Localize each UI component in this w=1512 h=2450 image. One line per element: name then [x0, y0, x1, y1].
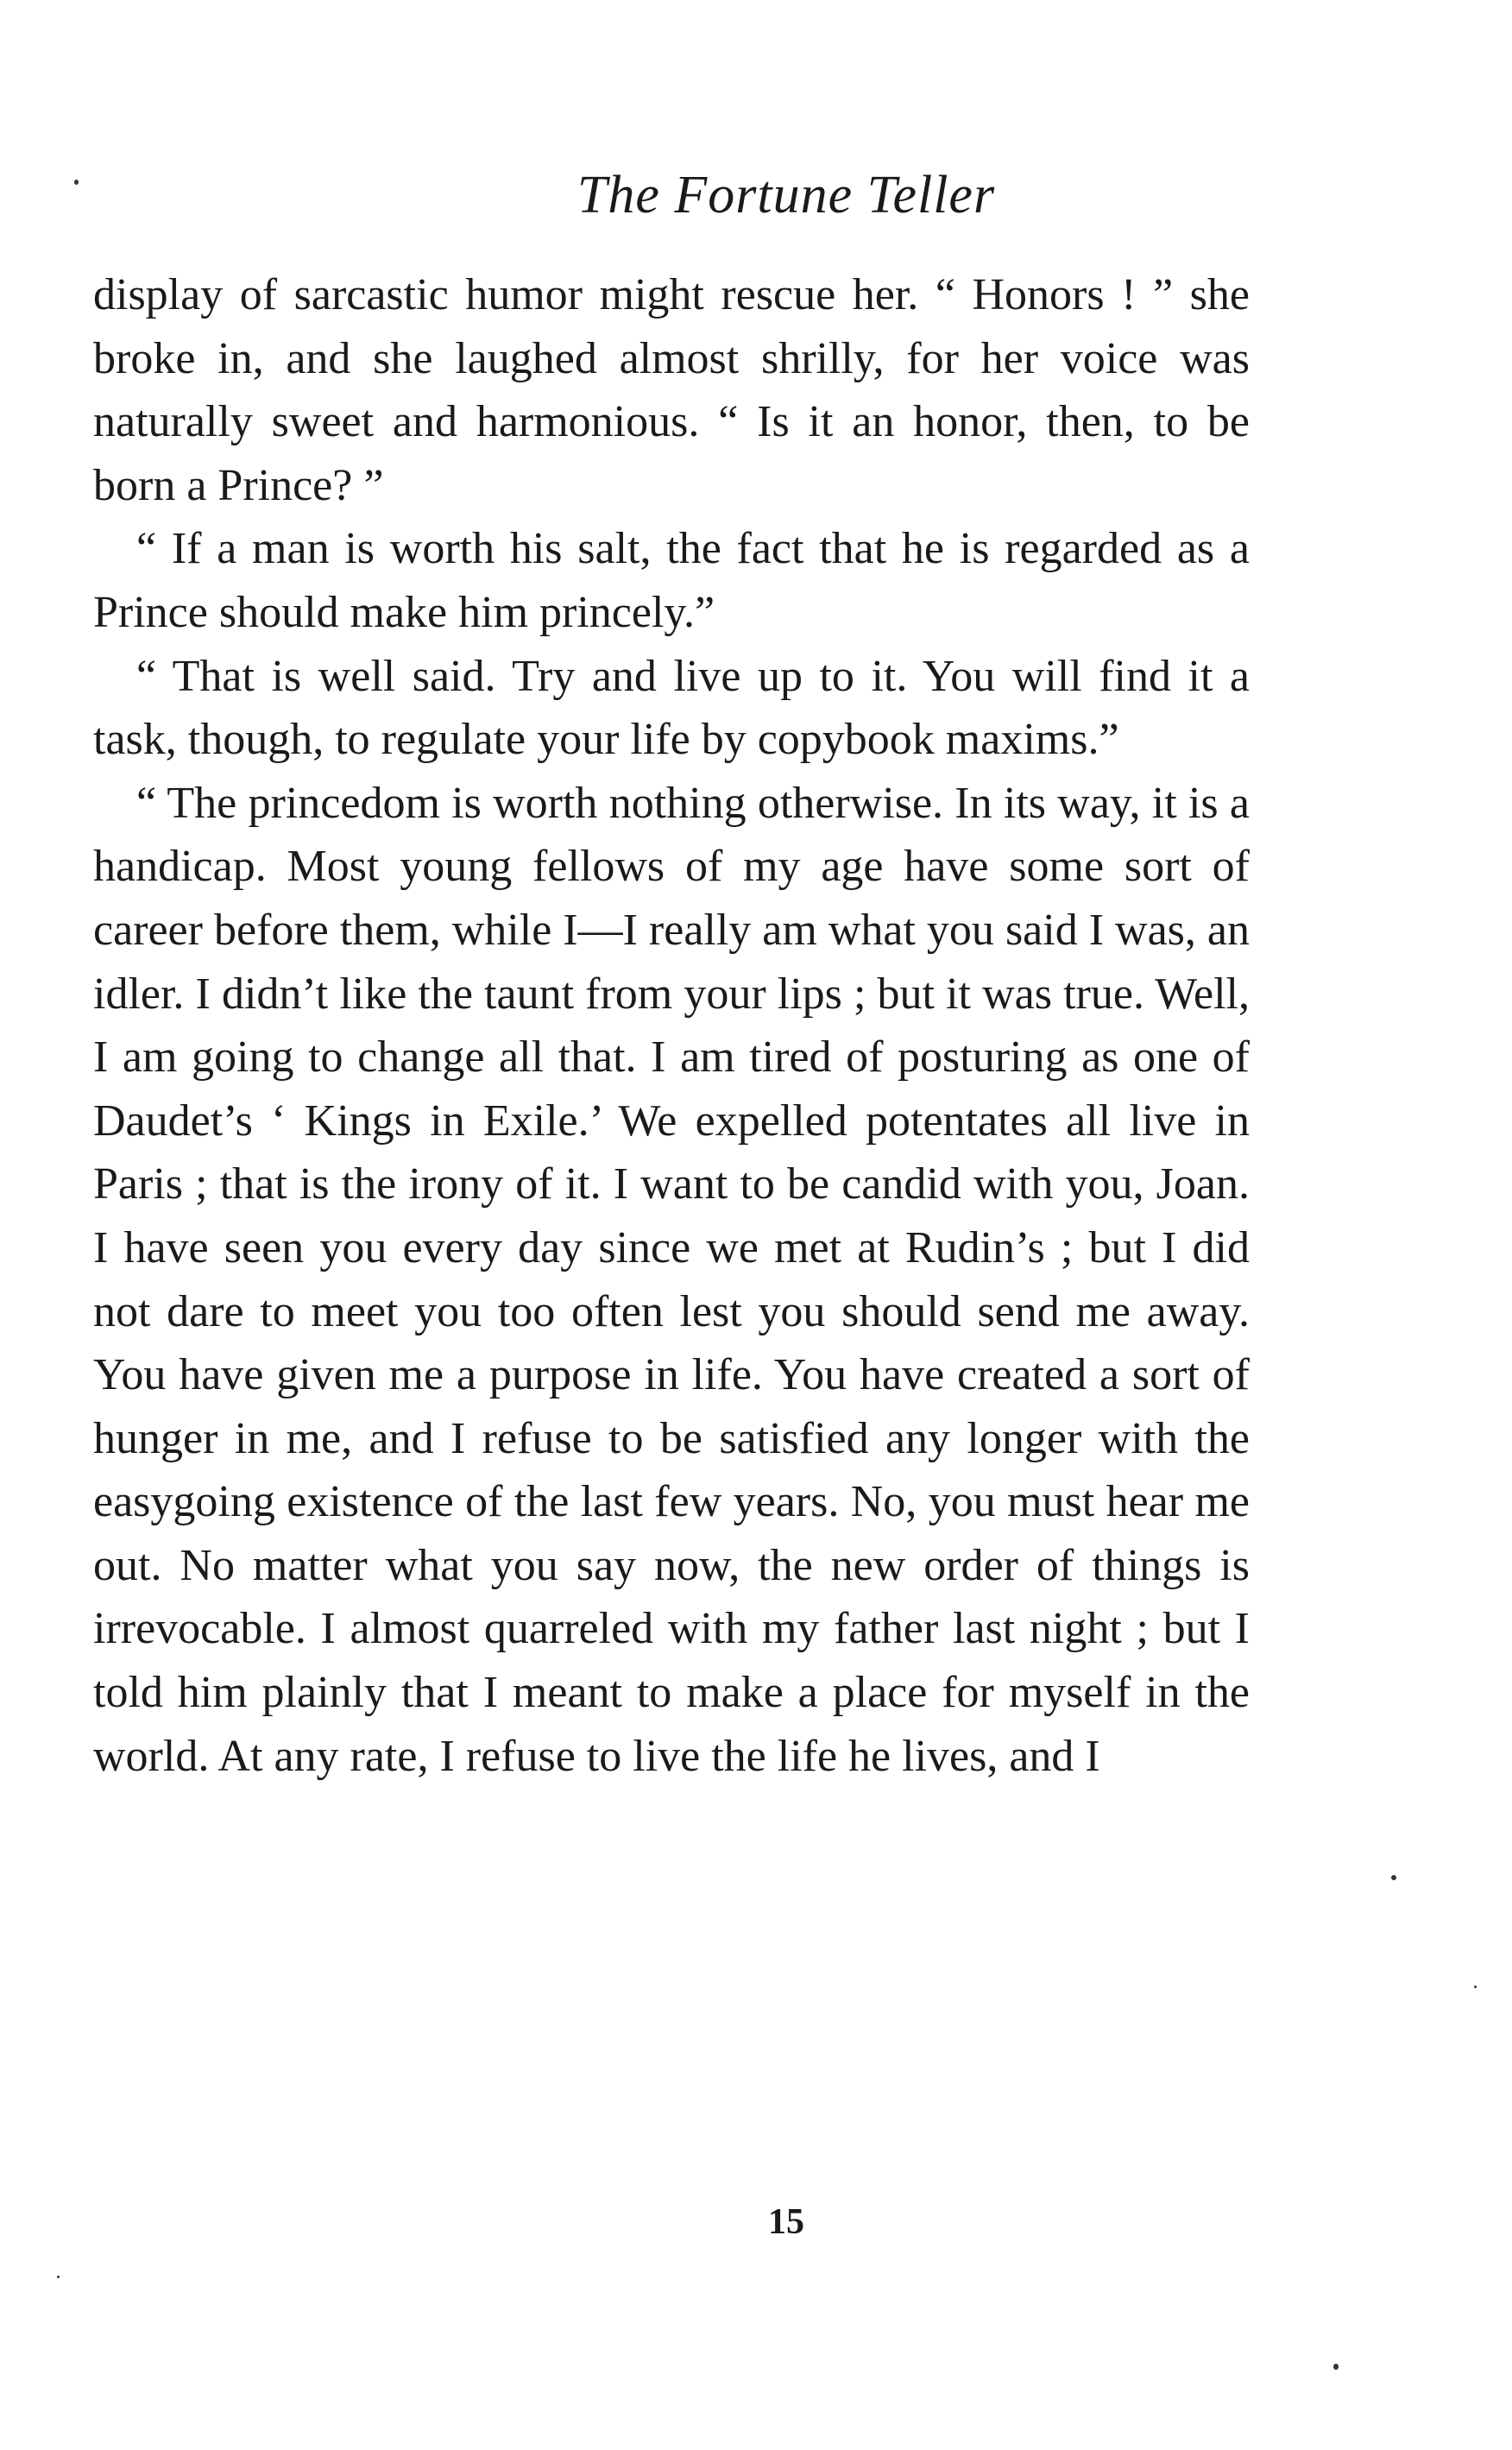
- print-speck: [74, 180, 79, 185]
- paragraph: “ That is well said. Try and live up to it. You will find it a task, though, to regulate your life by copybook maxims.”: [93, 651, 1250, 765]
- running-head-title: The Fortune Teller: [576, 166, 996, 224]
- paragraph-continued: display of sarcastic humor might rescue her. “ Honors ! ” she broke in, and she laughed almost shrilly, for her voice was naturally sweet and harmonious. “ Is it an honor, then, to be born a Prince? ”: [93, 270, 1250, 510]
- print-speck: [1333, 2364, 1339, 2370]
- page-number: 15: [768, 2202, 804, 2242]
- paragraph: “ The princedom is worth nothing otherwise. In its way, it is a handicap. Most young fellows of my age have some sort of career before them, while I—I really am what you said I was, an idler. I didn’t like the taunt from your lips ; but it was true. Well, I am going to change all that. I am tired of posturing as one of Daudet’s ‘ Kings in Exile.’ We expelled potentates all live in Paris ; that is the irony of it. I want to be candid with you, Joan. I have seen you every day since we met at Rudin’s ; but I did not dare to meet you too often lest you should send me away. You have given me a purpose in life. You have created a sort of hunger in me, and I refuse to be satisfied any longer with the easygoing existence of the last few years. No, you must hear me out. No matter what you say now, the new order of things is irrevocable. I almost quarreled with my father last night ; but I told him plainly that I meant to make a place for myself in the world. At any rate, I refuse to live the life he lives, and I: [93, 778, 1250, 1781]
- paragraph: “ If a man is worth his salt, the fact that he is regarded as a Prince should make him princely.”: [93, 524, 1250, 637]
- print-speck: [57, 2276, 60, 2278]
- print-speck: [1474, 1986, 1477, 1988]
- print-speck: [1391, 1875, 1396, 1880]
- body-text: [93, 263, 1250, 1788]
